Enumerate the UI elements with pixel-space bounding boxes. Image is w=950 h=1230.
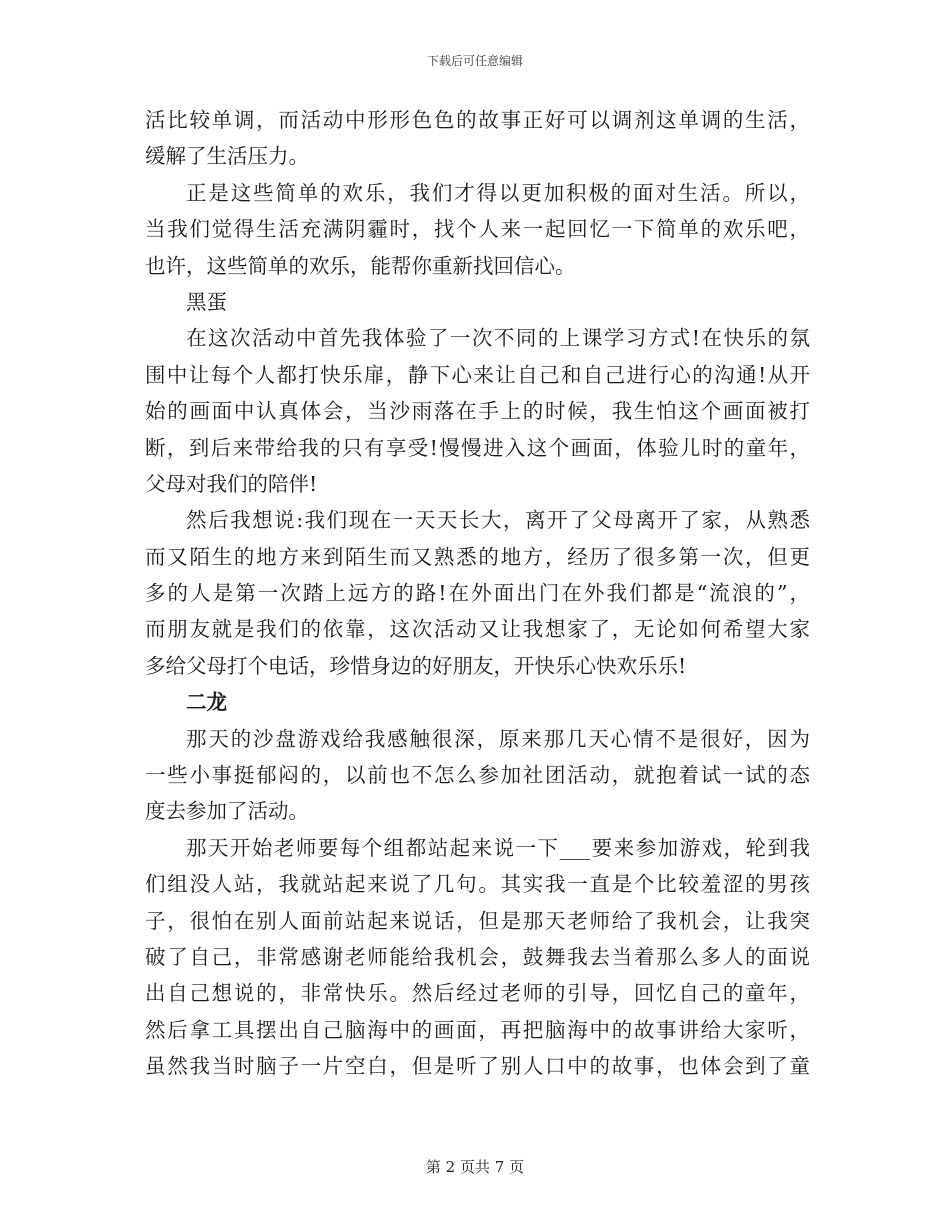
text-line: 断，到后来带给我的只有享受!慢慢进入这个画面，体验儿时的童年， [145, 435, 810, 460]
text-line: 度去参加了活动。 [145, 799, 309, 824]
text-line: 那天开始老师要每个组都站起来说一下___要来参加游戏，轮到我 [186, 835, 810, 860]
text-line: 黑蛋 [186, 289, 227, 314]
text-line: 们组没人站，我就站起来说了几句。其实我一直是个比较羞涩的男孩 [145, 872, 810, 897]
text-line: 多给父母打个电话，珍惜身边的好朋友，开快乐心快欢乐乐! [145, 653, 687, 678]
text-line: 子，很怕在别人面前站起来说话，但是那天老师给了我机会，让我突 [145, 908, 810, 933]
text-line: 围中让每个人都打快乐扉，静下心来让自己和自己进行心的沟通!从开 [145, 362, 810, 387]
text-line: 在这次活动中首先我体验了一次不同的上课学习方式!在快乐的氛 [186, 326, 810, 351]
text-line: 而朋友就是我们的依靠，这次活动又让我想家了，无论如何希望大家 [145, 617, 810, 642]
document-body [145, 102, 810, 1085]
text-line: 父母对我们的陪伴! [145, 471, 318, 496]
text-line: 然后拿工具摆出自己脑海中的画面，再把脑海中的故事讲给大家听， [145, 1017, 810, 1042]
text-line: 虽然我当时脑子一片空白，但是听了别人口中的故事，也体会到了童 [145, 1054, 810, 1079]
text-line: 正是这些简单的欢乐，我们才得以更加积极的面对生活。所以， [186, 180, 810, 205]
text-line: 活比较单调，而活动中形形色色的故事正好可以调剂这单调的生活， [145, 108, 810, 132]
text-line: 也许，这些简单的欢乐，能帮你重新找回信心。 [145, 253, 576, 278]
text-line: 始的画面中认真体会，当沙雨落在手上的时候，我生怕这个画面被打 [145, 399, 810, 424]
page-footer: 第 2 页共 7 页 [425, 1158, 525, 1176]
text-line: 那天的沙盘游戏给我感触很深，原来那几天心情不是很好，因为 [186, 726, 810, 751]
page-header: 下载后可任意编辑 [426, 54, 523, 68]
text-line: 缓解了生活压力。 [145, 144, 309, 169]
text-line: 出自己想说的，非常快乐。然后经过老师的引导，回忆自己的童年， [145, 981, 810, 1006]
text-line: 而又陌生的地方来到陌生而又熟悉的地方，经历了很多第一次，但更 [145, 544, 810, 569]
section-heading: 二龙 [186, 690, 227, 715]
text-line: 破了自己，非常感谢老师能给我机会，鼓舞我去当着那么多人的面说 [145, 944, 810, 969]
text-line: 一些小事挺郁闷的，以前也不怎么参加社团活动，就抱着试一试的态 [145, 763, 810, 788]
text-line: 当我们觉得生活充满阴霾时，找个人来一起回忆一下简单的欢乐吧， [145, 217, 810, 242]
text-line: 然后我想说:我们现在一天天长大，离开了父母离开了家，从熟悉 [186, 508, 810, 533]
text-line: 多的人是第一次踏上远方的路!在外面出门在外我们都是“流浪的”， [145, 581, 810, 606]
